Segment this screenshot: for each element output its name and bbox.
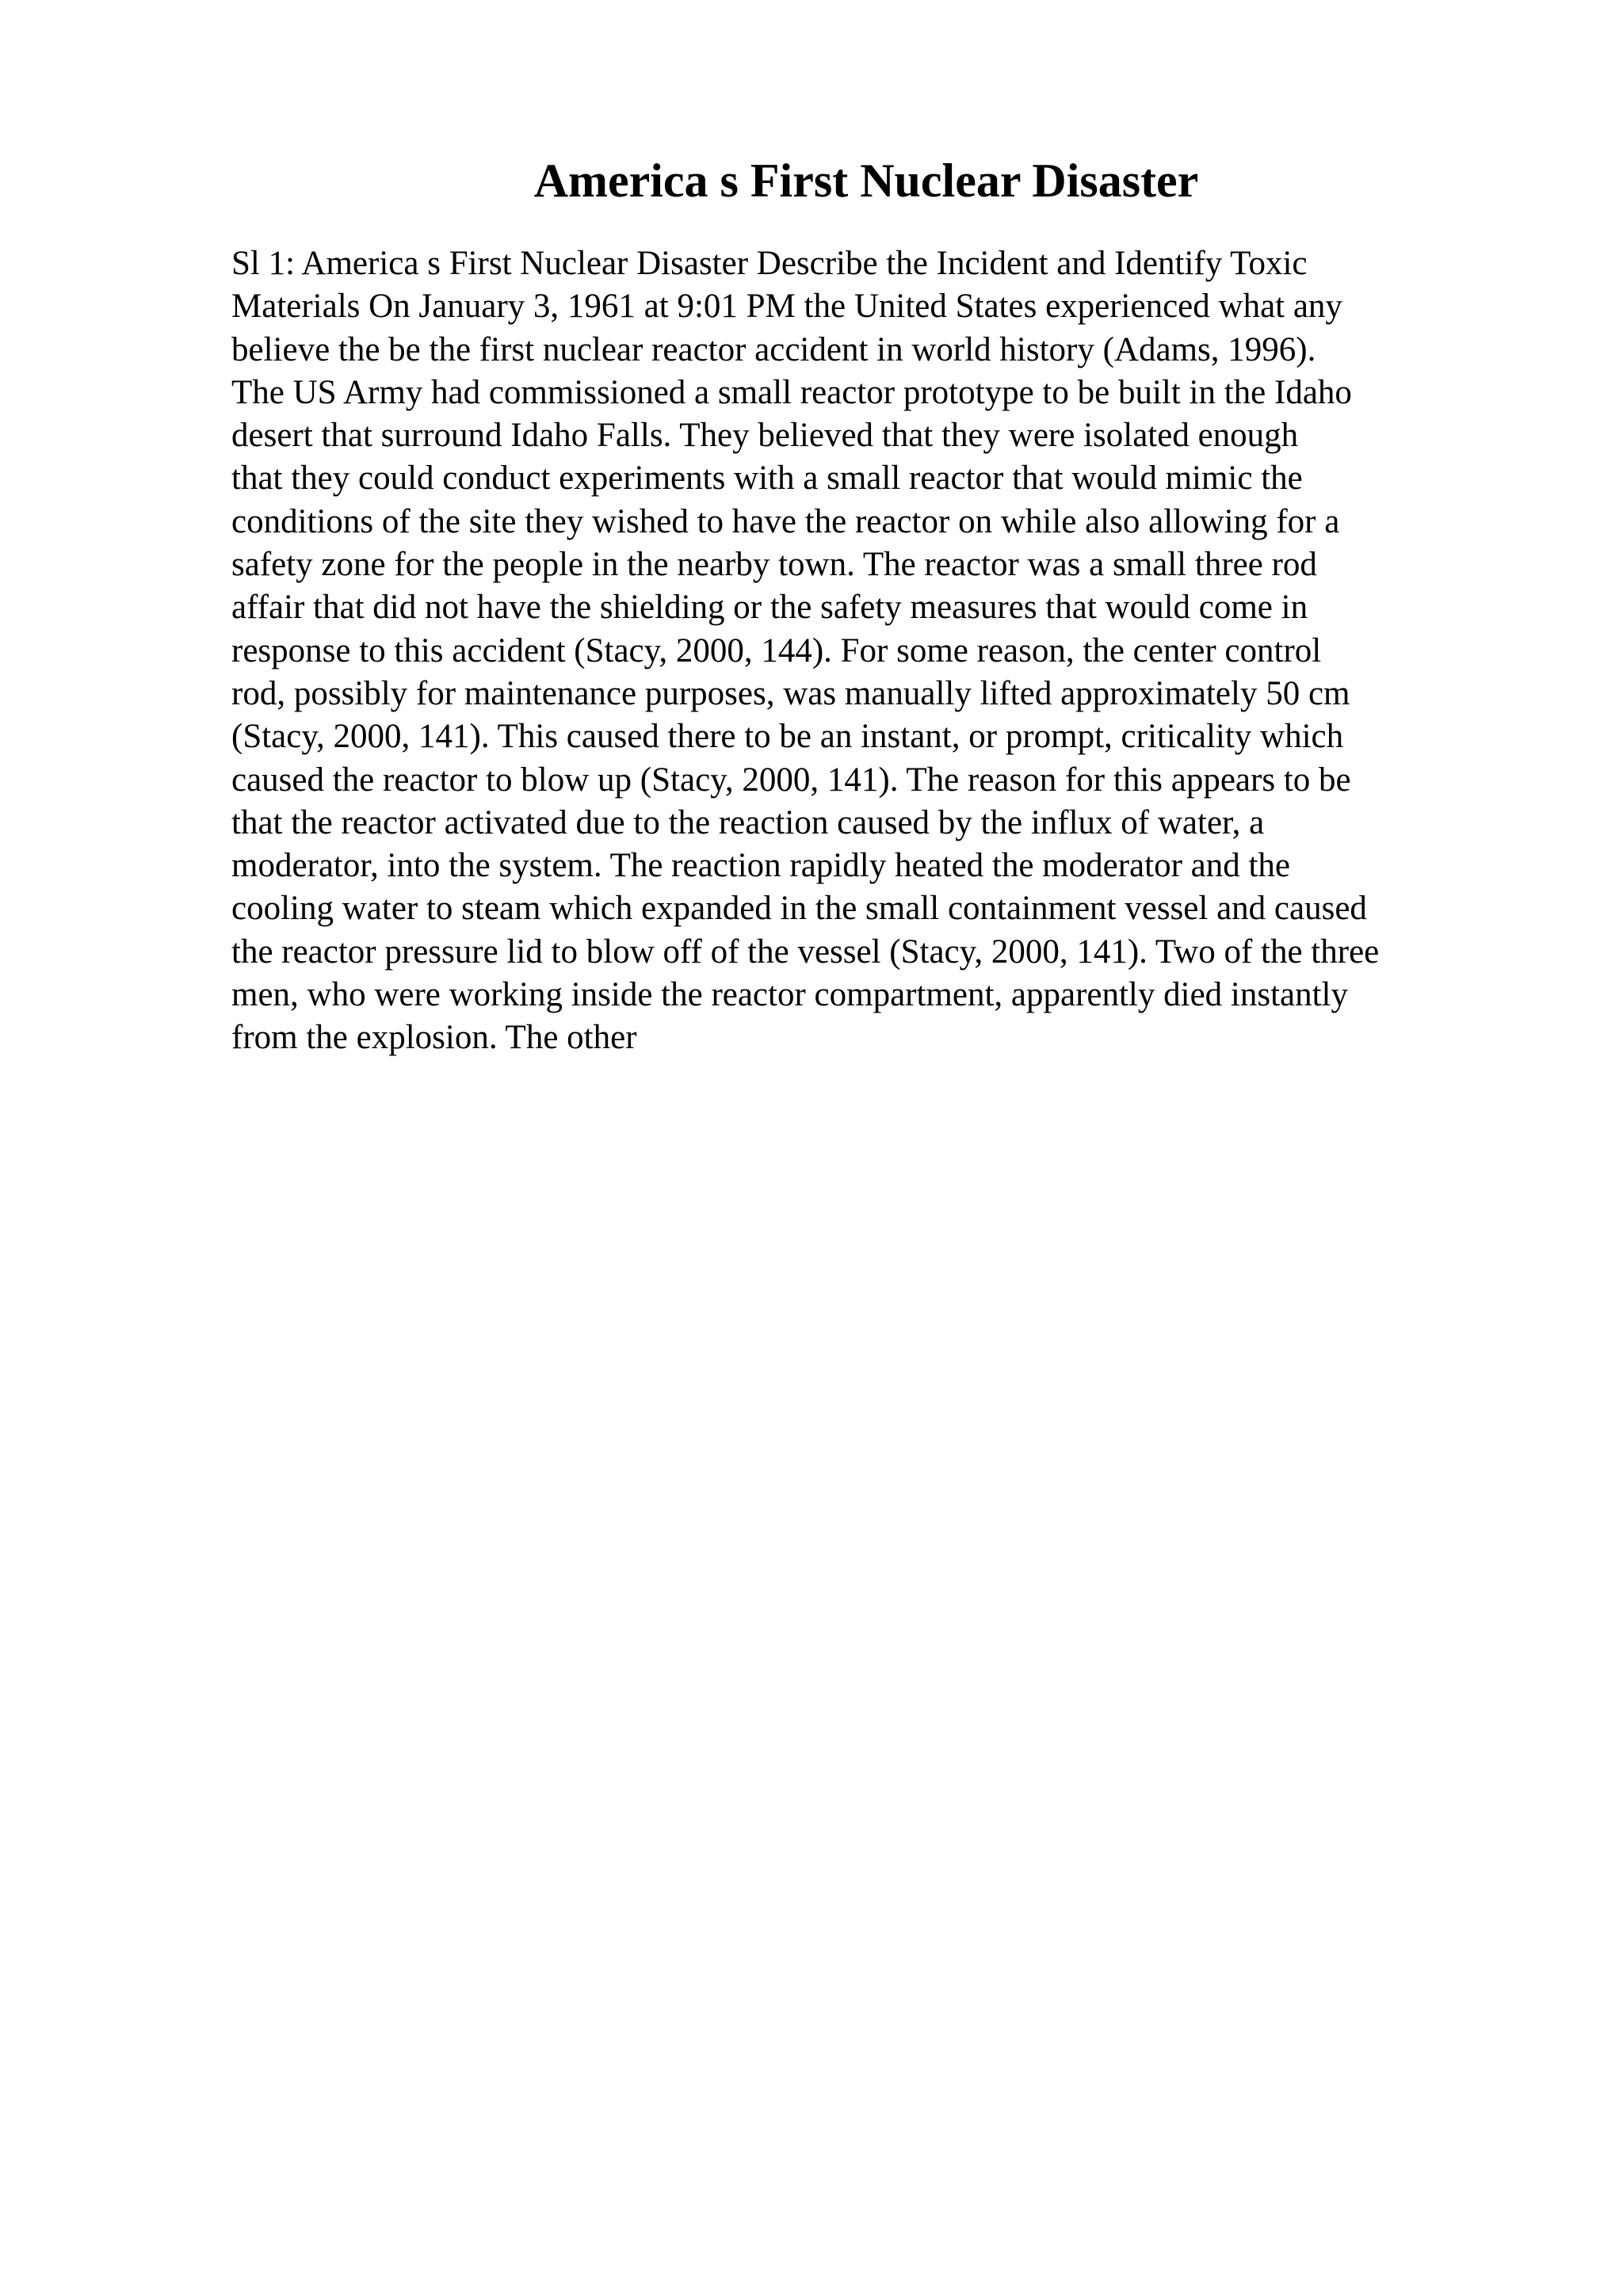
document-body [231,242,1579,1060]
body-line: the reactor pressure lid to blow off of the vessel (Stacy, 2000, 141). Two of the three [231,933,1380,971]
body-line: cooling water to steam which expanded in the small containment vessel and caused [231,890,1367,928]
body-line: rod, possibly for maintenance purposes, was manually lifted approximately 50 cm [231,674,1350,712]
body-line: that they could conduct experiments with a small reactor that would mimic the [231,460,1303,498]
body-line: Materials On January 3, 1961 at 9:01 PM the United States experienced what any [231,288,1342,326]
body-line: that the reactor activated due to the reaction caused by the influx of water, a [231,803,1265,841]
body-line: caused the reactor to blow up (Stacy, 2000, 141). The reason for this appears to be [231,761,1351,799]
body-line: conditions of the site they wished to have the reactor on while also allowing for a [231,502,1340,540]
body-line: affair that did not have the shielding or the safety measures that would come in [231,589,1308,627]
body-line: Sl 1: America s First Nuclear Disaster Describe the Incident and Identify Toxic [231,245,1308,282]
body-line: men, who were working inside the reactor compartment, apparently died instantly [231,976,1349,1014]
body-line: believe the be the first nuclear reactor accident in world history (Adams, 1996). [231,330,1316,368]
body-line: safety zone for the people in the nearby town. The reactor was a small three rod [231,546,1317,584]
body-line: moderator, into the system. The reaction rapidly heated the moderator and the [231,847,1291,885]
body-line: (Stacy, 2000, 141). This caused there to be an instant, or prompt, criticality which [231,718,1344,756]
document-title: America s First Nuclear Disaster [533,154,1199,207]
body-line: desert that surround Idaho Falls. They believed that they were isolated enough [231,417,1299,455]
body-line: The US Army had commissioned a small reactor prototype to be built in the Idaho [231,373,1352,411]
body-line: from the explosion. The other [231,1019,637,1057]
body-line: response to this accident (Stacy, 2000, 144). For some reason, the center control [231,631,1322,669]
